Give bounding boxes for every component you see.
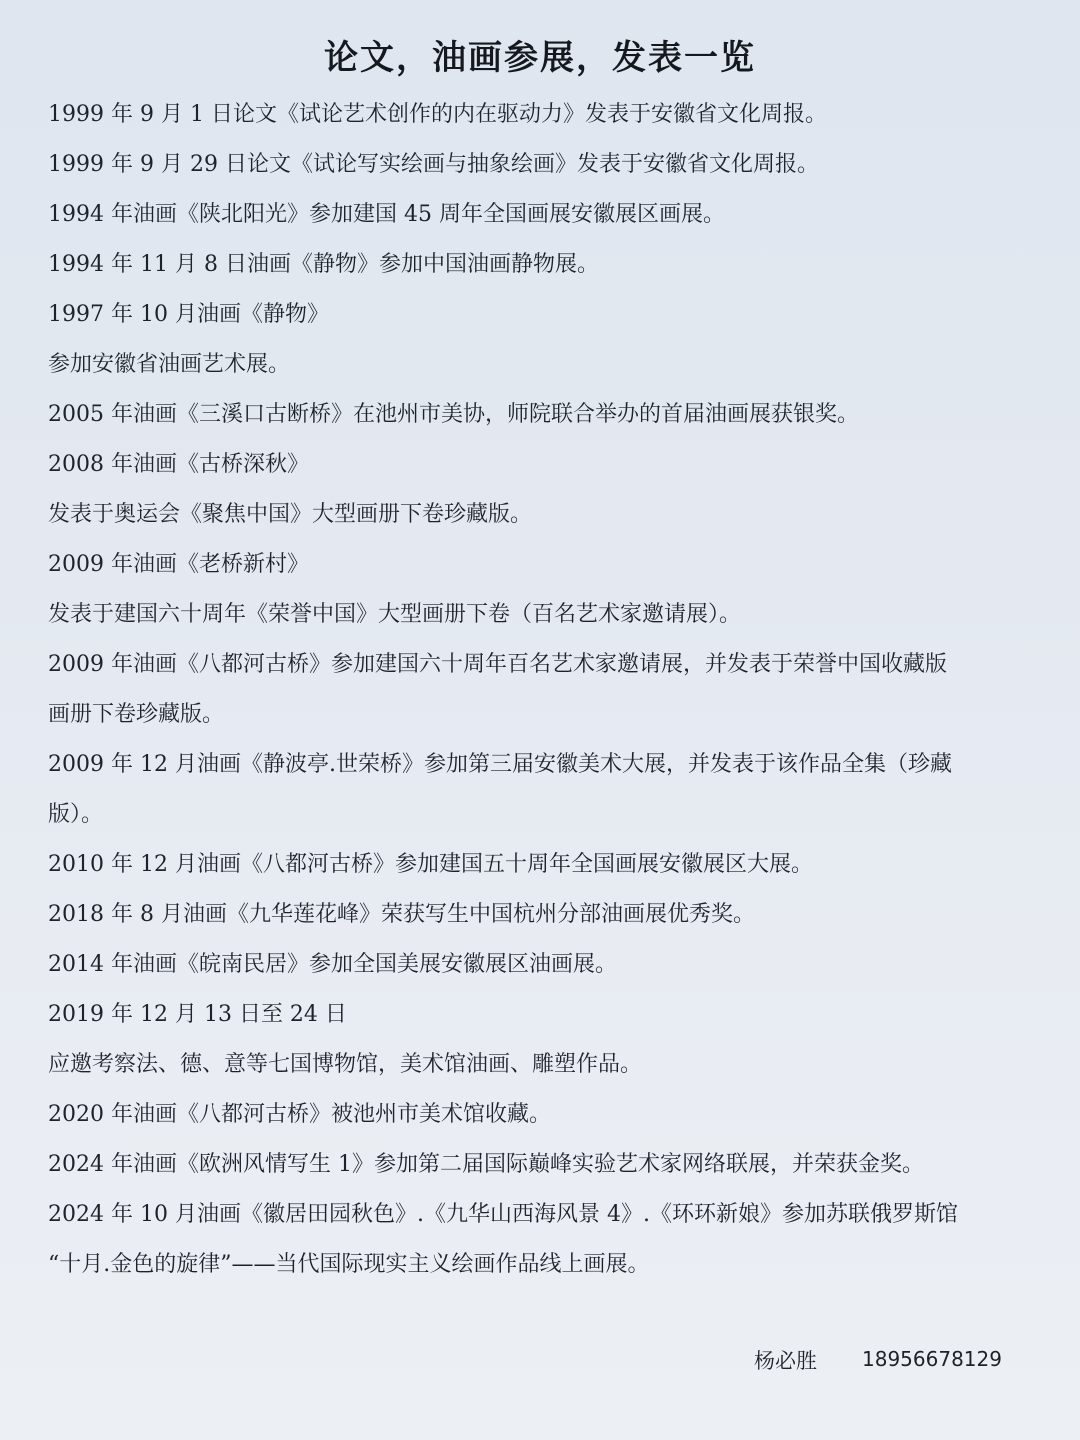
entry-line: 2019 年 12 月 13 日至 24 日 bbox=[48, 1002, 347, 1027]
entry-line: “十月.金色的旋律”——当代国际现实主义绘画作品线上画展。 bbox=[48, 1252, 650, 1277]
author-signature: 杨必胜 bbox=[754, 1349, 817, 1373]
entry-line: 2018 年 8 月油画《九华莲花峰》荣获写生中国杭州分部油画展优秀奖。 bbox=[48, 902, 755, 927]
entry-line: 发表于建国六十周年《荣誉中国》大型画册下卷（百名艺术家邀请展）。 bbox=[48, 602, 742, 627]
entry-line: 1994 年 11 月 8 日油画《静物》参加中国油画静物展。 bbox=[48, 252, 599, 277]
entry-line: 2008 年油画《古桥深秋》 bbox=[48, 452, 309, 477]
entry-line: 2005 年油画《三溪口古断桥》在池州市美协，师院联合举办的首届油画展获银奖。 bbox=[48, 402, 859, 427]
entry-list bbox=[48, 90, 1038, 1290]
entry-line: 发表于奥运会《聚焦中国》大型画册下卷珍藏版。 bbox=[48, 502, 533, 527]
entry-line: 应邀考察法、德、意等七国博物馆，美术馆油画、雕塑作品。 bbox=[48, 1052, 643, 1077]
entry-line: 版）。 bbox=[48, 802, 104, 827]
entry-line: 2009 年油画《八都河古桥》参加建国六十周年百名艺术家邀请展，并发表于荣誉中国收藏版 bbox=[48, 652, 947, 677]
entry-line: 2010 年 12 月油画《八都河古桥》参加建国五十周年全国画展安徽展区大展。 bbox=[48, 852, 813, 877]
entry-line: 2020 年油画《八都河古桥》被池州市美术馆收藏。 bbox=[48, 1102, 551, 1127]
entry-line: 2014 年油画《皖南民居》参加全国美展安徽展区油画展。 bbox=[48, 952, 617, 977]
entry-line: 1999 年 9 月 1 日论文《试论艺术创作的内在驱动力》发表于安徽省文化周报。 bbox=[48, 102, 827, 127]
entry-line: 2009 年 12 月油画《静波亭.世荣桥》参加第三届安徽美术大展，并发表于该作品全集（珍藏 bbox=[48, 752, 952, 777]
entry-line: 1997 年 10 月油画《静物》 bbox=[48, 302, 329, 327]
entry-line: 2009 年油画《老桥新村》 bbox=[48, 552, 309, 577]
entry-line: 2024 年油画《欧洲风情写生 1》参加第二届国际巅峰实验艺术家网络联展，并荣获金奖。 bbox=[48, 1152, 924, 1177]
entry-line: 1999 年 9 月 29 日论文《试论写实绘画与抽象绘画》发表于安徽省文化周报。 bbox=[48, 152, 819, 177]
entry-line: 参加安徽省油画艺术展。 bbox=[48, 352, 291, 377]
entry-line: 1994 年油画《陕北阳光》参加建国 45 周年全国画展安徽展区画展。 bbox=[48, 202, 725, 227]
author-phone: 18956678129 bbox=[862, 1347, 1002, 1371]
entry-line: 2024 年 10 月油画《徽居田园秋色》.《九华山西海风景 4》.《环环新娘》参加苏联俄罗斯馆 bbox=[48, 1202, 958, 1227]
document-title: 论文，油画参展，发表一览 bbox=[324, 38, 756, 78]
entry-line: 画册下卷珍藏版。 bbox=[48, 702, 225, 727]
